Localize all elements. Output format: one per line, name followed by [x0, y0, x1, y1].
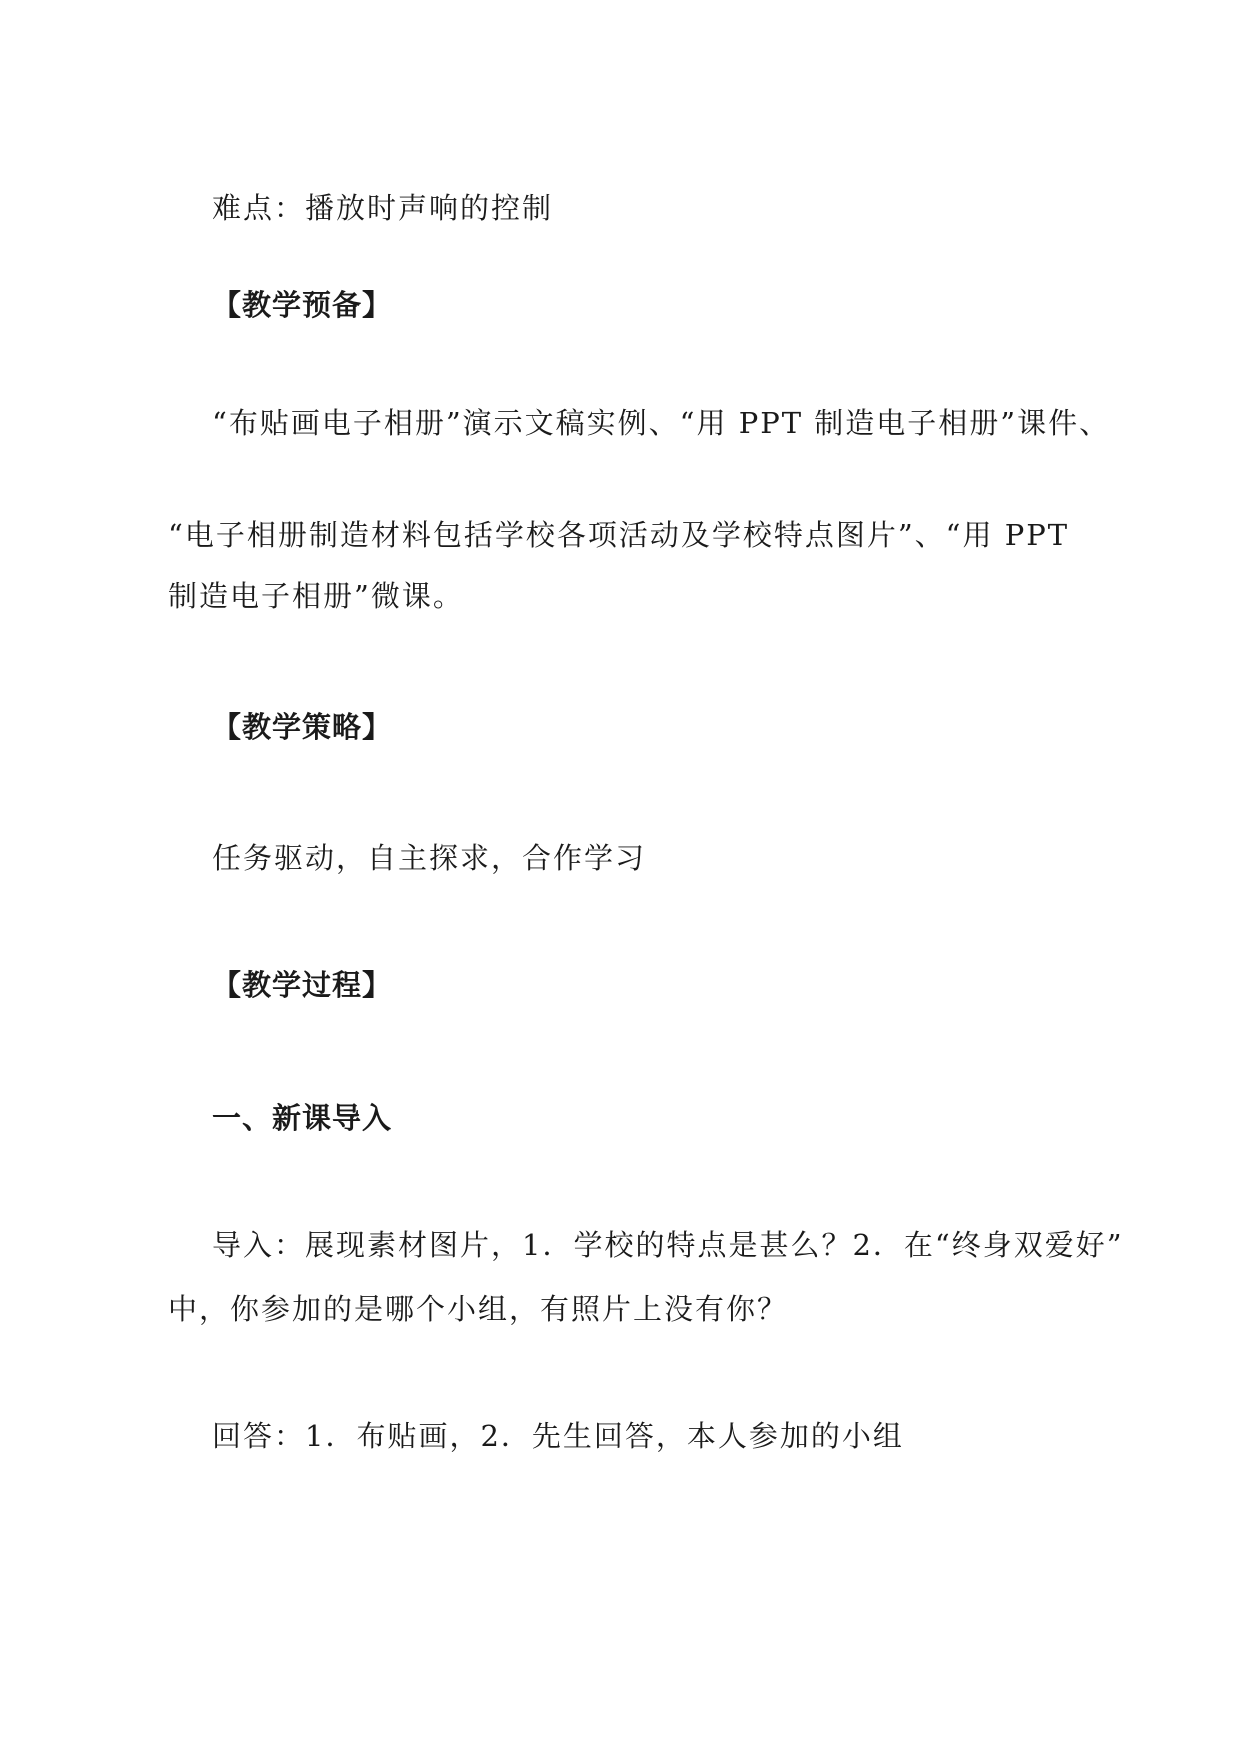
intro-line-1: 导入：展现素材图片，1．学校的特点是甚么？2．在“终身双爱好” [212, 1228, 1124, 1262]
preparation-body-line-3: 制造电子相册”微课。 [168, 579, 464, 613]
answer-line: 回答：1．布贴画，2．先生回答，本人参加的小组 [212, 1419, 904, 1453]
difficulty-line: 难点：播放时声响的控制 [212, 191, 554, 225]
strategy-body: 任务驱动，自主探求，合作学习 [212, 841, 647, 875]
section-heading-preparation: 【教学预备】 [212, 288, 393, 322]
process-subheading-intro: 一、新课导入 [212, 1101, 393, 1135]
preparation-body-line-1: “布贴画电子相册”演示文稿实例、“用 PPT 制造电子相册”课件、 [212, 406, 1111, 440]
intro-line-2: 中，你参加的是哪个小组，有照片上没有你？ [168, 1292, 789, 1326]
preparation-body-line-2: “电子相册制造材料包括学校各项活动及学校特点图片”、“用 PPT [168, 518, 1070, 552]
section-heading-strategy: 【教学策略】 [212, 710, 393, 744]
section-heading-process: 【教学过程】 [212, 968, 393, 1002]
